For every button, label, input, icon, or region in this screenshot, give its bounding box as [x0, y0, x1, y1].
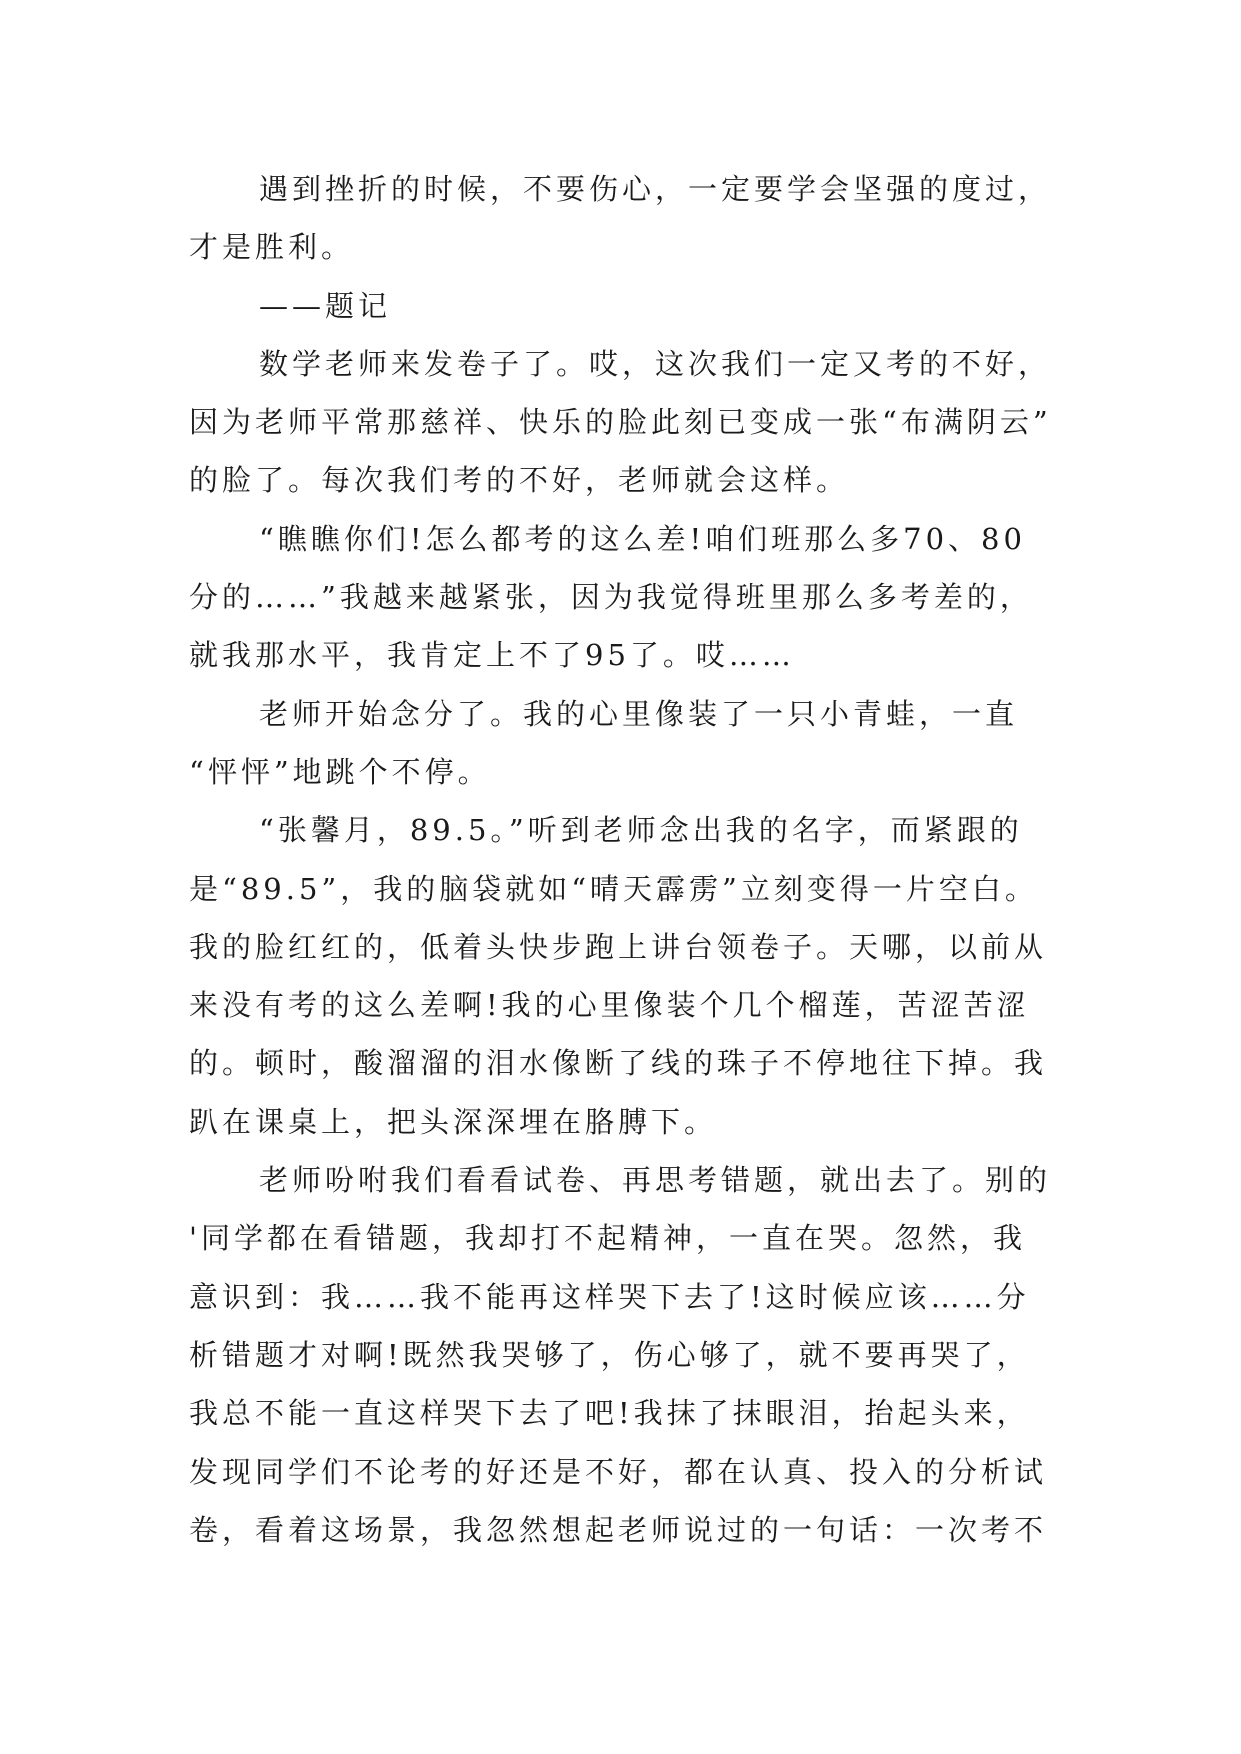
text-line: 的。顿时，酸溜溜的泪水像断了线的珠子不停地往下掉。我 — [189, 1046, 1048, 1081]
text-line: 发现同学们不论考的好还是不好，都在认真、投入的分析试 — [189, 1454, 1048, 1489]
text-line: 才是胜利。 — [189, 230, 355, 265]
text-line: 数学老师来发卷子了。哎，这次我们一定又考的不好， — [259, 346, 1052, 381]
text-line: 老师吩咐我们看看试卷、再思考错题，就出去了。别的 — [259, 1163, 1052, 1198]
text-line: 的脸了。每次我们考的不好，老师就会这样。 — [189, 463, 850, 498]
text-line: 我总不能一直这样哭下去了吧!我抹了抹眼泪，抬起头来， — [189, 1396, 1030, 1431]
text-line: 因为老师平常那慈祥、快乐的脸此刻已变成一张“布满阴云” — [189, 405, 1052, 440]
text-line: '同学都在看错题，我却打不起精神，一直在哭。忽然，我 — [189, 1221, 1026, 1256]
text-line: 分的……”我越来越紧张，因为我觉得班里那么多考差的， — [189, 580, 1033, 615]
text-line: 来没有考的这么差啊!我的心里像装个几个榴莲，苦涩苦涩 — [189, 988, 1030, 1023]
text-line: 遇到挫折的时候，不要伤心，一定要学会坚强的度过， — [259, 172, 1052, 206]
text-line: “怦怦”地跳个不停。 — [189, 754, 491, 789]
text-line: 卷，看着这场景，我忽然想起老师说过的一句话：一次考不 — [189, 1512, 1048, 1547]
text-line: 就我那水平，我肯定上不了95了。哎…… — [189, 638, 795, 673]
text-line: “张馨月，89.5。”听到老师念出我的名字，而紧跟的 — [259, 813, 1023, 848]
text-line: “瞧瞧你们!怎么都考的这么差!咱们班那么多70、80 — [259, 521, 1026, 556]
text-line: 是“89.5”，我的脑袋就如“晴天霹雳”立刻变得一片空白。 — [189, 871, 1038, 906]
text-line: 老师开始念分了。我的心里像装了一只小青蛙，一直 — [259, 696, 1019, 731]
text-line: 我的脸红红的，低着头快步跑上讲台领卷子。天哪，以前从 — [189, 929, 1048, 964]
text-line: 趴在课桌上，把头深深埋在胳膊下。 — [189, 1104, 718, 1139]
text-line: 意识到：我……我不能再这样哭下去了!这时候应该……分 — [189, 1279, 1030, 1314]
text-line: 析错题才对啊!既然我哭够了，伤心够了，就不要再哭了， — [189, 1337, 1030, 1372]
essay-body — [189, 160, 1079, 1559]
epigraph-attribution: ——题记 — [259, 288, 392, 323]
